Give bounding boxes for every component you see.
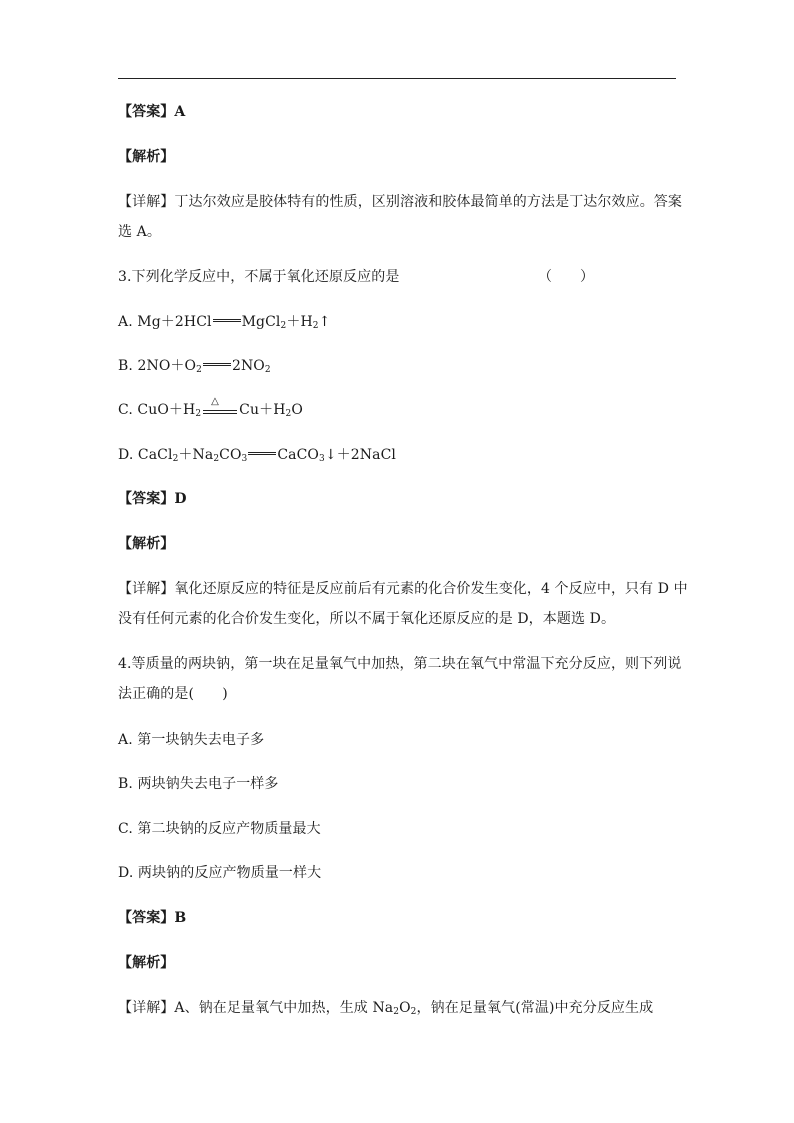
detail-q2-line1: 【详解】丁达尔效应是胶体特有的性质，区别溶液和胶体最简单的方法是丁达尔效应。答案 [118, 194, 682, 210]
detail-q4-line1: 【详解】A、钠在足量氧气中加热，生成 $Na_2O_2$，钠在足量氧气(常温)中充分反应生成 [118, 1000, 654, 1017]
question-4-stem-line2: 法正确的是( ) [118, 686, 228, 702]
analysis-label-q2: 【解析】 [118, 149, 175, 165]
q3-option-a: A. Mg＋2HCl $MgCl_2+H_2↑$ [118, 314, 331, 331]
answer-label-q4: 【答案】B [118, 910, 187, 926]
answer-label-q2: 【答案】A [118, 104, 186, 120]
q4-option-d: D. 两块钠的反应产物质量一样大 [118, 865, 322, 881]
delta-icon: △ [211, 396, 219, 407]
question-3-stem: 3.下列化学反应中，不属于氧化还原反应的是 [118, 269, 400, 285]
question-3-blank: （ ） [538, 269, 594, 285]
q4-option-a: A. 第一块钠失去电子多 [118, 732, 265, 748]
answer-label-q3: 【答案】D [118, 491, 187, 507]
equals-sign [203, 363, 231, 366]
q3-option-b: B. $2NO+O_2$ $2NO_2$ [118, 358, 271, 375]
question-4-stem-line1: 4.等质量的两块钠，第一块在足量氧气中加热，第二块在氧气中常温下充分反应，则下列说 [118, 656, 682, 672]
q4-option-b: B. 两块钠失去电子一样多 [118, 776, 279, 792]
equals-sign [248, 452, 276, 455]
q3-option-c: C. $CuO+H_2$ △ $Cu+H_2O$ [118, 400, 303, 420]
analysis-label-q3: 【解析】 [118, 536, 175, 552]
detail-q2-line2: 选 A。 [118, 224, 161, 240]
detail-q3-line1: 【详解】氧化还原反应的特征是反应前后有元素的化合价发生变化，4 个反应中，只有 D 中 [118, 581, 688, 597]
heating-condition-sign [203, 396, 237, 414]
header-rule [118, 78, 676, 79]
analysis-label-q4: 【解析】 [118, 955, 175, 971]
q4-option-c: C. 第二块钠的反应产物质量最大 [118, 821, 321, 837]
detail-q3-line2: 没有任何元素的化合价发生变化，所以不属于氧化还原反应的是 D，本题选 D。 [118, 611, 616, 627]
q3-option-d: D. $CaCl_2+Na_2CO_3$ CaCO$_3$↓＋2NaCl [118, 447, 396, 464]
equals-sign [213, 319, 241, 322]
